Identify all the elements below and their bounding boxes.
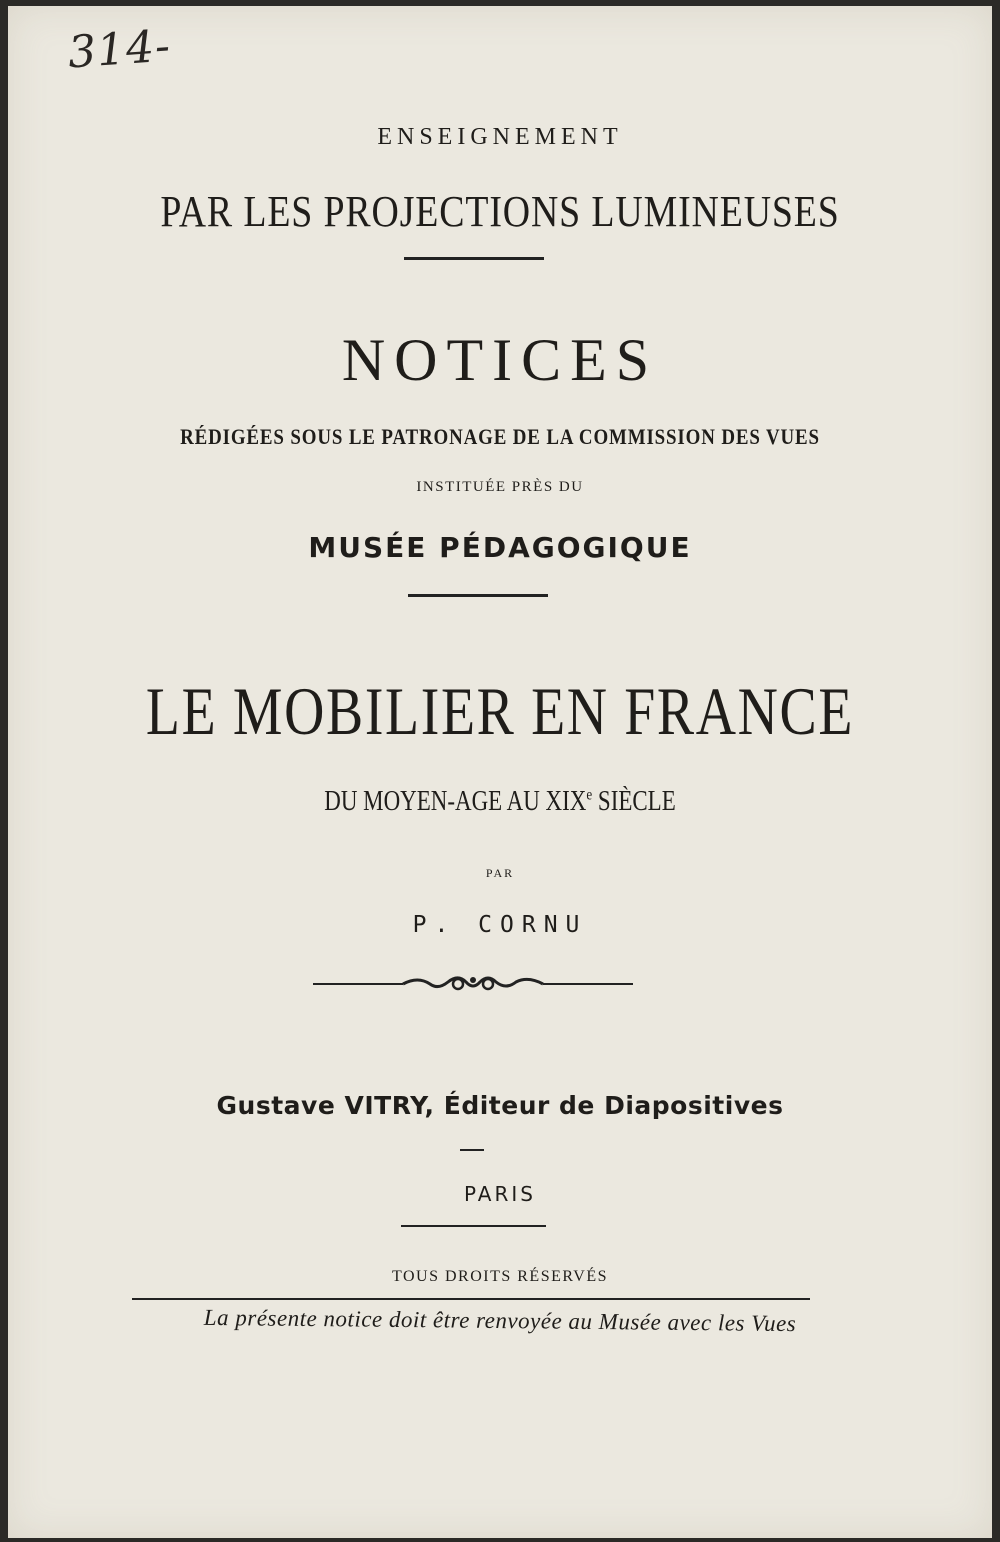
header-line-2: PAR LES PROJECTIONS LUMINEUSES: [160, 187, 840, 236]
divider-rule: [401, 1225, 546, 1227]
divider-rule: [404, 257, 544, 260]
header-line-1: ENSEIGNEMENT: [377, 124, 623, 150]
author-name: P. CORNU: [412, 912, 588, 938]
handwritten-annotation: 314-: [66, 20, 173, 79]
by-label: PAR: [485, 866, 515, 880]
notices-title: NOTICES: [341, 327, 659, 393]
ornament-divider: [308, 968, 638, 998]
footer-rule: [132, 1298, 810, 1300]
rights-notice: TOUS DROITS RÉSERVÉS: [391, 1268, 608, 1285]
work-subtitle: DU MOYEN-AGE AU XIXe SIÈCLE: [324, 786, 676, 817]
return-notice: La présente notice doit être renvoyée au Musée avec les Vues: [203, 1304, 797, 1337]
museum-name: MUSÉE PÉDAGOGIQUE: [308, 531, 692, 564]
document-page: [8, 6, 992, 1538]
notices-subtitle: RÉDIGÉES SOUS LE PATRONAGE DE LA COMMISSION DES VUES: [180, 424, 820, 449]
divider-rule: [408, 594, 548, 597]
work-title: LE MOBILIER EN FRANCE: [145, 673, 855, 749]
small-dash: [460, 1149, 484, 1151]
publisher-name: Gustave VITRY, Éditeur de Diapositives: [216, 1091, 784, 1120]
publisher-city: PARIS: [464, 1182, 536, 1206]
instituted-line: INSTITUÉE PRÈS DU: [416, 479, 584, 495]
